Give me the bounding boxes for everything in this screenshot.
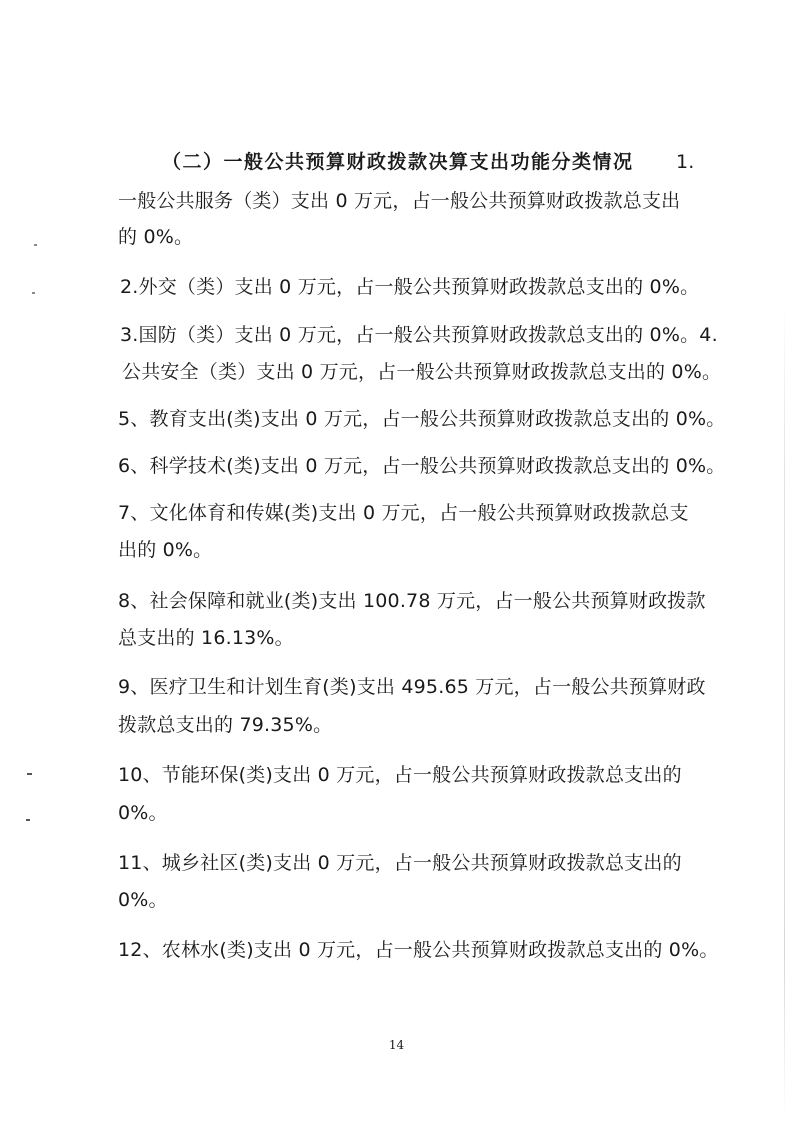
scan-speck: [34, 244, 37, 246]
scan-speck: [26, 819, 30, 821]
text-line: 2.外交（类）支出 0 万元，占一般公共预算财政拨款总支出的 0%。: [120, 276, 700, 298]
text-line: 8、社会保障和就业(类)支出 100.78 万元，占一般公共预算财政拨款: [118, 590, 706, 612]
text-line: 拨款总支出的 79.35%。: [118, 714, 333, 736]
text-line: 出的 0%。: [118, 539, 213, 561]
section-heading-trail: 1.: [676, 151, 695, 173]
page-number: 14: [388, 1038, 405, 1052]
text-line: 0%。: [118, 889, 168, 911]
scan-edge-shadow: [784, 300, 785, 1120]
text-line: 11、城乡社区(类)支出 0 万元，占一般公共预算财政拨款总支出的: [118, 852, 682, 874]
text-line: 3.国防（类）支出 0 万元，占一般公共预算财政拨款总支出的 0%。4.: [120, 324, 718, 346]
text-line: 5、教育支出(类)支出 0 万元，占一般公共预算财政拨款总支出的 0%。: [118, 408, 726, 430]
text-line: 的 0%。: [118, 226, 194, 248]
scan-speck: [27, 773, 32, 775]
text-line: 0%。: [118, 802, 168, 824]
text-line: 12、农林水(类)支出 0 万元，占一般公共预算财政拨款总支出的 0%。: [118, 939, 719, 961]
text-line: 7、文化体育和传媒(类)支出 0 万元，占一般公共预算财政拨款总支: [118, 502, 689, 524]
text-line: 一般公共服务（类）支出 0 万元，占一般公共预算财政拨款总支出: [118, 190, 681, 212]
section-heading: [162, 150, 634, 174]
section-heading-text: （二）一般公共预算财政拨款决算支出功能分类情况: [162, 151, 634, 173]
text-line: 公共安全（类）支出 0 万元，占一般公共预算财政拨款总支出的 0%。: [122, 361, 722, 383]
scan-speck: [32, 292, 35, 294]
text-line: 9、医疗卫生和计划生育(类)支出 495.65 万元，占一般公共预算财政: [118, 676, 706, 698]
text-line: 6、科学技术(类)支出 0 万元，占一般公共预算财政拨款总支出的 0%。: [118, 455, 726, 477]
text-line: 10、节能环保(类)支出 0 万元，占一般公共预算财政拨款总支出的: [118, 764, 682, 786]
text-line: 总支出的 16.13%。: [118, 627, 294, 649]
